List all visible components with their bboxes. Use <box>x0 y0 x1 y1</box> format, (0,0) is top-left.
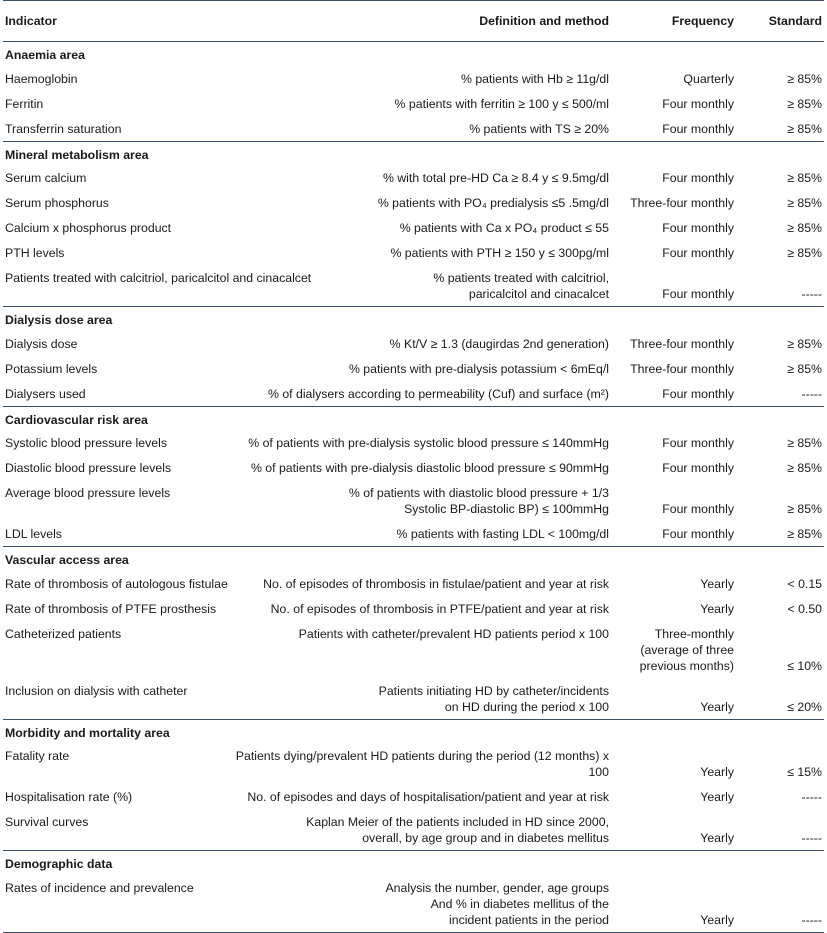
indicator-cell: Haemoglobin <box>5 71 78 86</box>
definition-line: % patients with TS ≥ 20% <box>469 121 609 136</box>
standard-cell: ≤ 15% <box>787 765 822 779</box>
indicator-cell: Rate of thrombosis of PTFE prosthesis <box>5 601 217 616</box>
definition-cell <box>218 165 611 190</box>
frequency-line: Yearly <box>700 765 734 779</box>
section-title: Cardiovascular risk area <box>3 406 824 430</box>
frequency-cell <box>611 809 736 851</box>
table-row <box>3 596 824 621</box>
definition-line: % of patients with pre-dialysis diastolic blood pressure ≤ 90mmHg <box>250 461 609 475</box>
table-row <box>3 331 824 356</box>
indicator-cell: Inclusion on dialysis with catheter <box>5 683 188 698</box>
frequency-line: Yearly <box>700 790 734 804</box>
indicator-cell: PTH levels <box>5 246 65 260</box>
frequency-line: Four monthly <box>662 461 734 475</box>
definition-line: incident patients in the period <box>449 912 609 927</box>
definition-line: % patients with PO₄ predialysis ≤5 .5mg/dl <box>377 196 609 210</box>
section-header-row <box>3 851 824 875</box>
standard-cell: ≤ 20% <box>787 699 822 714</box>
standard-cell: ≥ 85% <box>787 196 822 210</box>
definition-cell <box>218 784 611 809</box>
indicator-cell: Patients treated with calcitriol, paricalcitol and cinacalcet <box>5 271 312 285</box>
table-row <box>3 875 824 933</box>
definition-line: % of patients with diastolic blood pressure + 1/3 <box>348 486 609 500</box>
frequency-cell <box>611 66 736 91</box>
standard-cell: ≥ 85% <box>787 221 822 235</box>
table-row <box>3 743 824 784</box>
definition-cell <box>218 215 611 240</box>
section-title: Morbidity and mortality area <box>3 719 824 743</box>
column-header-standard: Standard <box>736 1 824 42</box>
section-header-row <box>3 406 824 430</box>
definition-cell <box>218 240 611 265</box>
frequency-cell <box>611 215 736 240</box>
definition-line: % patients with ferritin ≥ 100 y ≤ 500/ml <box>394 96 609 111</box>
standard-cell: ≥ 85% <box>787 171 822 185</box>
table-row <box>3 240 824 265</box>
section-title: Vascular access area <box>3 547 824 571</box>
frequency-line: Three-four monthly <box>630 196 734 210</box>
section-title: Dialysis dose area <box>3 307 824 331</box>
frequency-cell <box>611 521 736 547</box>
frequency-cell <box>611 784 736 809</box>
indicator-cell: LDL levels <box>5 527 62 541</box>
frequency-cell <box>611 91 736 116</box>
definition-cell <box>218 571 611 596</box>
definition-line: Kaplan Meier of the patients included in HD since 2000, <box>306 815 609 829</box>
frequency-cell <box>611 265 736 307</box>
frequency-cell <box>611 455 736 480</box>
frequency-line: Quarterly <box>683 71 734 86</box>
definition-line: No. of episodes and days of hospitalisation/patient and year at risk <box>247 790 609 804</box>
column-header-definition: Definition and method <box>218 1 611 42</box>
indicator-cell: Ferritin <box>5 96 44 111</box>
frequency-line: Four monthly <box>662 246 734 260</box>
standard-cell: ≥ 85% <box>787 361 822 376</box>
indicator-cell: Serum calcium <box>5 171 87 185</box>
table-row <box>3 678 824 720</box>
indicator-cell: Serum phosphorus <box>5 196 109 210</box>
frequency-cell <box>611 240 736 265</box>
definition-cell <box>218 356 611 381</box>
definition-cell <box>218 331 611 356</box>
table-row <box>3 455 824 480</box>
definition-cell <box>218 809 611 851</box>
frequency-cell <box>611 743 736 784</box>
frequency-cell <box>611 571 736 596</box>
frequency-line: Four monthly <box>662 287 734 301</box>
indicator-cell: Dialysers used <box>5 386 86 401</box>
indicator-cell: Calcium x phosphorus product <box>5 221 172 235</box>
frequency-line: Yearly <box>700 576 734 591</box>
definition-line: No. of episodes of thrombosis in PTFE/patient and year at risk <box>270 601 609 616</box>
section-title: Mineral metabolism area <box>3 141 824 165</box>
standard-cell: ≥ 85% <box>787 461 822 475</box>
definition-line: % of patients with pre-dialysis systolic blood pressure ≤ 140mmHg <box>248 436 609 450</box>
indicator-cell: Transferrin saturation <box>5 121 122 136</box>
indicator-cell: Dialysis dose <box>5 336 78 351</box>
definition-cell <box>218 66 611 91</box>
frequency-cell <box>611 621 736 678</box>
frequency-line: Yearly <box>700 699 734 714</box>
indicator-cell: Average blood pressure levels <box>5 486 171 500</box>
frequency-line: Yearly <box>700 601 734 616</box>
frequency-cell <box>611 356 736 381</box>
indicator-cell: Fatality rate <box>5 749 70 763</box>
definition-cell <box>218 875 611 933</box>
frequency-cell <box>611 596 736 621</box>
table-row <box>3 116 824 142</box>
column-header-frequency: Frequency <box>611 1 736 42</box>
standard-cell: ≥ 85% <box>787 246 822 260</box>
standard-cell: ----- <box>801 831 822 845</box>
indicator-cell: Survival curves <box>5 815 89 829</box>
standard-cell: ----- <box>736 875 824 933</box>
definition-cell <box>218 381 611 407</box>
table-body <box>3 42 824 933</box>
definition-cell <box>218 678 611 720</box>
definition-line: % patients with Hb ≥ 11g/dl <box>460 71 609 86</box>
section-header-row <box>3 42 824 66</box>
frequency-cell <box>611 190 736 215</box>
section-title: Anaemia area <box>5 48 85 62</box>
frequency-line: Yearly <box>700 831 734 845</box>
table-row <box>3 621 824 678</box>
table-row <box>3 784 824 809</box>
frequency-line: Four monthly <box>662 527 734 541</box>
table-row <box>3 809 824 851</box>
frequency-line: Four monthly <box>662 386 734 401</box>
table-row <box>3 381 824 407</box>
frequency-cell <box>611 480 736 521</box>
standard-cell: ≥ 85% <box>787 502 822 516</box>
definition-cell <box>218 455 611 480</box>
definition-cell <box>218 430 611 455</box>
frequency-cell <box>611 678 736 720</box>
table-row <box>3 265 824 307</box>
section-header-row <box>3 307 824 331</box>
definition-line: No. of episodes of thrombosis in fistulae/patient and year at risk <box>263 576 609 591</box>
indicator-table <box>3 0 824 933</box>
definition-line: % patients with PTH ≥ 150 y ≤ 300pg/ml <box>390 246 609 260</box>
definition-line: % Kt/V ≥ 1.3 (daugirdas 2nd generation) <box>389 336 609 351</box>
standard-cell: ----- <box>801 790 822 804</box>
definition-line: overall, by age group and in diabetes mellitus <box>362 831 609 845</box>
standard-cell: ----- <box>801 287 822 301</box>
definition-cell <box>218 743 611 784</box>
frequency-cell <box>611 381 736 407</box>
frequency-line: Four monthly <box>662 171 734 185</box>
table-header-row <box>3 1 824 42</box>
definition-line: Analysis the number, gender, age groups <box>385 880 609 895</box>
frequency-line: (average of three <box>640 642 734 657</box>
definition-line: And % in diabetes mellitus of the <box>430 896 609 911</box>
table-row <box>3 190 824 215</box>
definition-line: % of dialysers according to permeability (Cuf) and surface (m²) <box>267 386 609 401</box>
indicator-cell: Rate of thrombosis of autologous fistulae <box>5 576 228 591</box>
frequency-line: Four monthly <box>662 121 734 136</box>
definition-cell <box>218 521 611 547</box>
definition-line: Patients dying/prevalent HD patients during the period (12 months) x 100 <box>235 749 609 779</box>
standard-cell: ≥ 85% <box>787 121 822 136</box>
frequency-cell <box>611 165 736 190</box>
definition-cell <box>218 621 611 678</box>
definition-cell <box>218 596 611 621</box>
standard-cell: < 0.50 <box>787 601 822 616</box>
indicator-cell: Potassium levels <box>5 361 98 376</box>
definition-line: % patients with Ca x PO₄ product ≤ 55 <box>399 221 609 235</box>
definition-cell <box>218 91 611 116</box>
definition-cell <box>218 116 611 142</box>
definition-line: % patients with pre-dialysis potassium < 6mEq/l <box>348 361 609 376</box>
column-header-indicator: Indicator <box>3 1 218 42</box>
definition-line: paricalcitol and cinacalcet <box>468 287 609 301</box>
indicator-cell: Catheterized patients <box>5 626 122 641</box>
table-row <box>3 215 824 240</box>
frequency-cell <box>611 430 736 455</box>
standard-cell: ≥ 85% <box>787 436 822 450</box>
indicator-cell: Rates of incidence and prevalence <box>3 875 218 933</box>
table-row <box>3 430 824 455</box>
table-row <box>3 571 824 596</box>
standard-cell: ≥ 85% <box>787 96 822 111</box>
frequency-line: Four monthly <box>662 96 734 111</box>
definition-line: Patients with catheter/prevalent HD patients period x 100 <box>298 626 609 641</box>
indicator-cell: Diastolic blood pressure levels <box>5 461 172 475</box>
definition-line: % with total pre-HD Ca ≥ 8.4 y ≤ 9.5mg/dl <box>382 171 609 185</box>
standard-cell: < 0.15 <box>787 576 822 591</box>
section-header-row <box>3 547 824 571</box>
definition-cell <box>218 480 611 521</box>
definition-cell <box>218 190 611 215</box>
table-row <box>3 165 824 190</box>
definition-line: on HD during the period x 100 <box>444 699 609 714</box>
table-row <box>3 480 824 521</box>
table-row <box>3 521 824 547</box>
frequency-cell <box>611 116 736 142</box>
frequency-line: Yearly <box>700 912 734 927</box>
standard-cell: ≥ 85% <box>787 527 822 541</box>
frequency-line: Three-four monthly <box>630 361 734 376</box>
indicator-cell: Hospitalisation rate (%) <box>5 790 133 804</box>
frequency-line: previous months) <box>639 658 734 673</box>
section-header-row <box>3 141 824 165</box>
frequency-line: Three-monthly <box>654 626 734 641</box>
frequency-line: Four monthly <box>662 436 734 450</box>
definition-line: Systolic BP-diastolic BP) ≤ 100mmHg <box>404 502 609 516</box>
standard-cell: ----- <box>801 386 822 401</box>
standard-cell: ≤ 10% <box>787 658 822 673</box>
table-row <box>3 356 824 381</box>
definition-line: % patients with fasting LDL < 100mg/dl <box>396 527 609 541</box>
definition-line: Patients initiating HD by catheter/incidents <box>378 683 609 698</box>
section-header-row <box>3 719 824 743</box>
section-title: Demographic data <box>3 851 824 875</box>
standard-cell: ≥ 85% <box>787 71 822 86</box>
table-row <box>3 91 824 116</box>
frequency-line: Four monthly <box>662 221 734 235</box>
definition-line: % patients treated with calcitriol, <box>433 271 609 285</box>
frequency-cell <box>611 331 736 356</box>
standard-cell: ≥ 85% <box>787 336 822 351</box>
table-row <box>3 66 824 91</box>
frequency-line: Four monthly <box>662 502 734 516</box>
frequency-cell <box>611 875 736 933</box>
indicator-cell: Systolic blood pressure levels <box>5 436 167 450</box>
frequency-line: Three-four monthly <box>630 336 734 351</box>
